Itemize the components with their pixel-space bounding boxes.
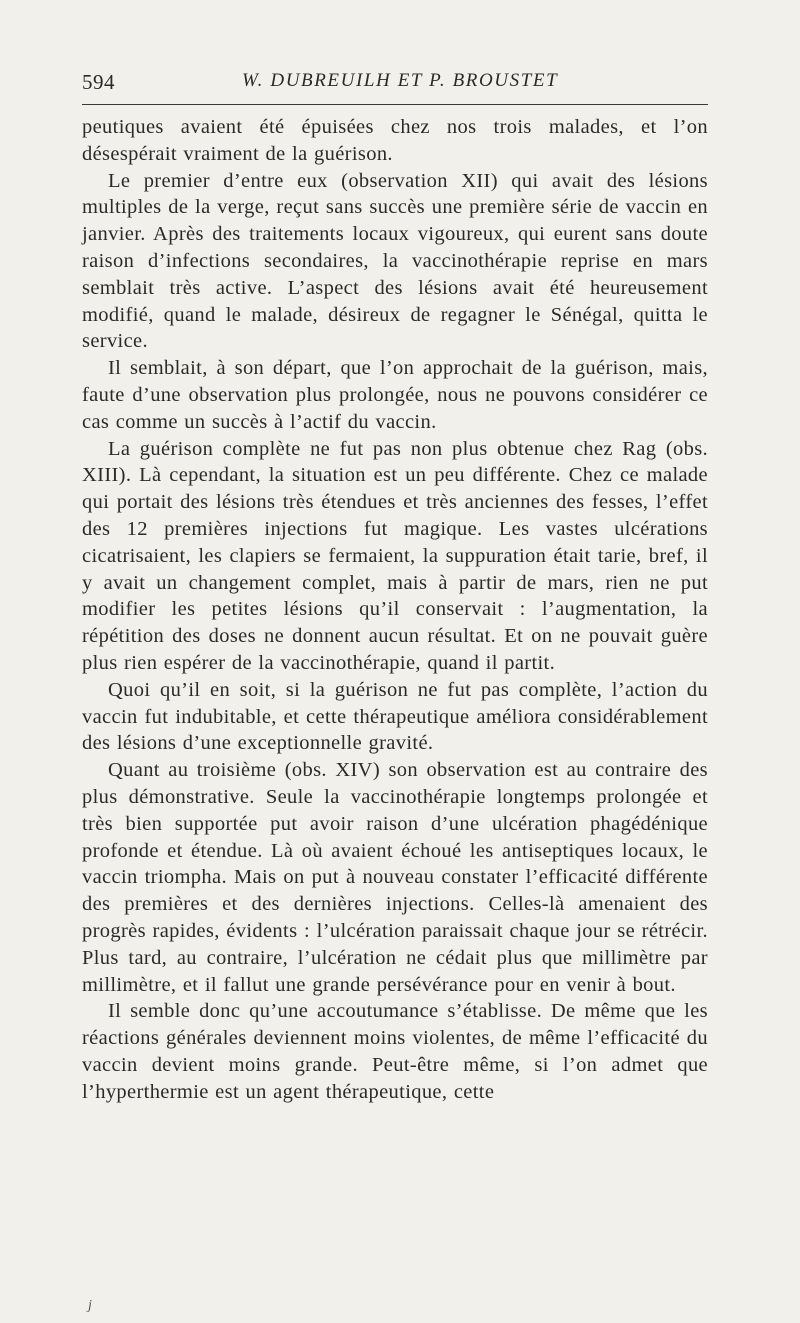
body-text: [82, 114, 708, 1105]
running-head: [82, 68, 708, 98]
header-rule: [82, 104, 708, 105]
footer-mark: j: [88, 1298, 92, 1313]
running-head-title: W. DUBREUILH ET P. BROUSTET: [242, 70, 559, 91]
paragraph: Il semble donc qu’une accoutumance s’établisse. De même que les réactions générales deviennent moins violentes, de même l’efficacité du vaccin devient moins grande. Peut-être même, si l’on admet que l’hyperthermie est un agent thérapeutique, cette: [82, 1000, 708, 1103]
paragraph: Quant au troisième (obs. XIV) son observation est au contraire des plus démonstrative. Seule la vaccinothérapie longtemps prolongée et très bien supportée put avoir raison d’une ulcération phagédénique profonde et étendue. Là où avaient échoué les antiseptiques locaux, le vaccin triompha. Mais on put à nouveau constater l’efficacité différente des premières et des dernières injections. Celles-là amenaient des progrès rapides, évidents : l’ulcération paraissait chaque jour se rétrécir. Plus tard, au contraire, l’ulcération ne cédait plus que millimètre par millimètre, et il fallut une grande persévérance pour en venir à bout.: [82, 759, 708, 996]
paragraph: La guérison complète ne fut pas non plus obtenue chez Rag (obs. XIII). Là cependant, la situation est un peu différente. Chez ce malade qui portait des lésions très étendues et très anciennes des fesses, l’effet des 12 premières injections fut magique. Les vastes ulcérations cicatrisaient, les clapiers se fermaient, la suppuration était tarie, bref, il y avait un changement complet, mais à partir de mars, rien ne put modifier les petites lésions qu’il conservait : l’augmentation, la répétition des doses ne donnent aucun résultat. Et on ne pouvait guère plus rien espérer de la vaccinothérapie, quand il partit.: [82, 437, 708, 674]
paragraph: Quoi qu’il en soit, si la guérison ne fut pas complète, l’action du vaccin fut indubitable, et cette thérapeutique améliora considérablement des lésions d’une exceptionnelle gravité.: [82, 678, 708, 755]
paragraph: Il semblait, à son départ, que l’on approchait de la guérison, mais, faute d’une observation plus prolongée, nous ne pouvons considérer ce cas comme un succès à l’actif du vaccin.: [82, 357, 708, 433]
page-number: 594: [82, 70, 115, 94]
paragraph: Le premier d’entre eux (observation XII) qui avait des lésions multiples de la verge, reçut sans succès une première série de vaccin en janvier. Après des traitements locaux vigoureux, qui eurent sans doute raison d’infections secondaires, la vaccinothérapie reprise en mars semblait très active. L’aspect des lésions avait été heureusement modifié, quand le malade, désireux de regagner le Sénégal, quitta le service.: [82, 169, 708, 353]
paragraph-continuation: peutiques avaient été épuisées chez nos trois malades, et l’on désespérait vraiment de la guérison.: [82, 116, 708, 165]
